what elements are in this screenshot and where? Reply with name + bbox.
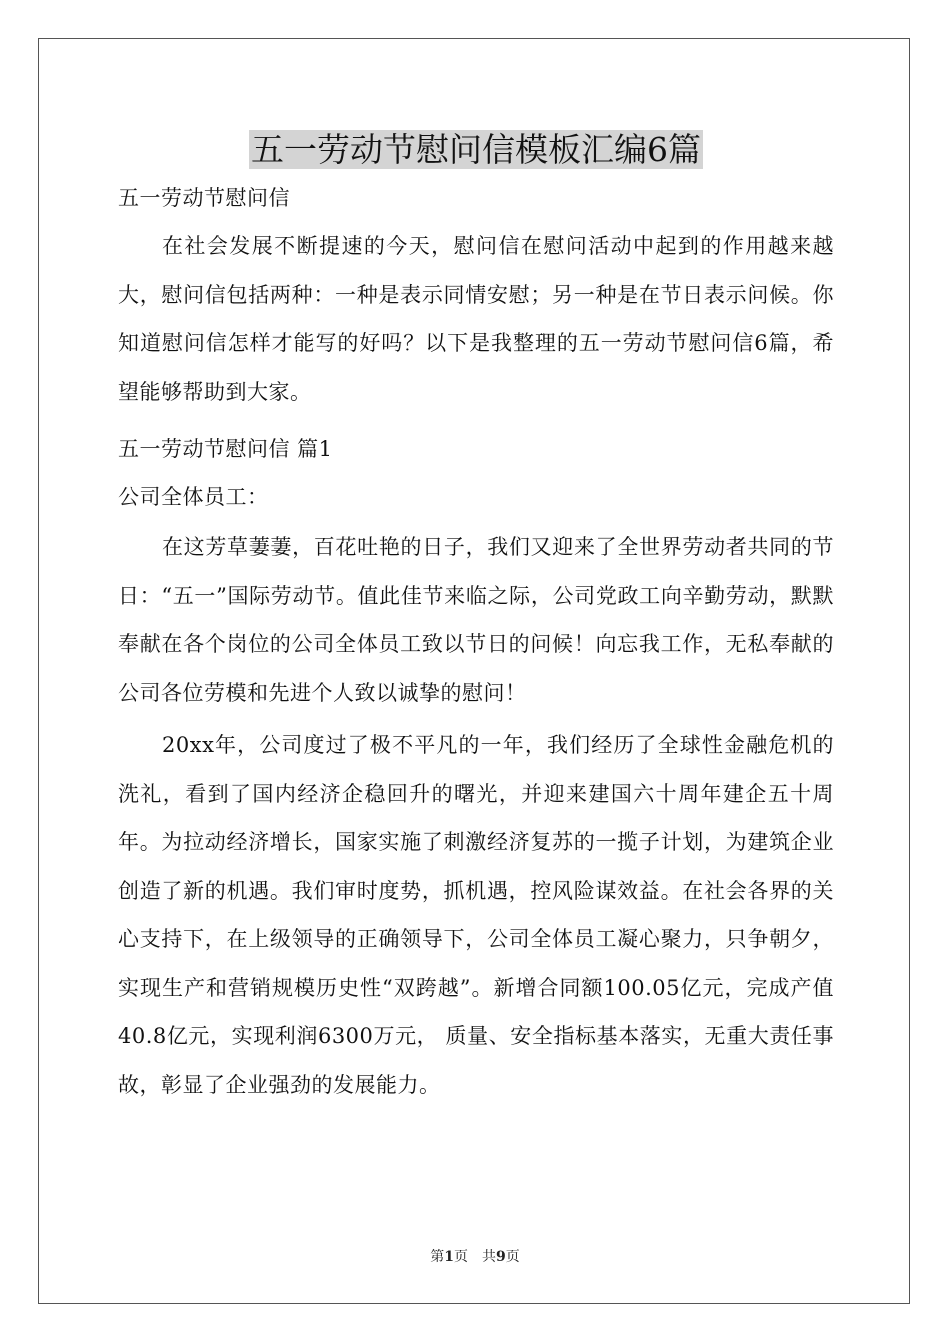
footer-page-current: 1 xyxy=(444,1249,454,1265)
footer-page-prefix: 第 xyxy=(430,1249,445,1265)
section-heading: 五一劳动节慰问信 xyxy=(118,186,290,210)
footer-page-total: 9 xyxy=(496,1249,506,1265)
document-title-text: 五一劳动节慰问信模板汇编6篇 xyxy=(251,130,701,169)
intro-paragraph: 在社会发展不断提速的今天，慰问信在慰问活动中起到的作用越来越大，慰问信包括两种：一种是表示同情安慰；另一种是在节日表示问候。你知道慰问信怎样才能写的好吗？以下是我整理的五一劳动节慰问信6篇，希望能够帮助到大家。 xyxy=(118,234,834,404)
footer-page-suffix: 页 xyxy=(505,1249,520,1265)
footer-page-mid: 页 共 xyxy=(454,1249,496,1265)
salutation: 公司全体员工： xyxy=(118,485,269,509)
body-paragraph-2: 20xx年，公司度过了极不平凡的一年，我们经历了全球性金融危机的洗礼，看到了国内经济企稳回升的曙光，并迎来建国六十周年建企五十周年。为拉动经济增长，国家实施了刺激经济复苏的一揽子计划，为建筑企业创造了新的机遇。我们审时度势，抓机遇，控风险谋效益。在社会各界的关心支持下，在上级领导的正确领导下，公司全体员工凝心聚力，只争朝夕，实现生产和营销规模历史性“双跨越”。新增合同额100.05亿元，完成产值40.8亿元，实现利润6300万元， 质量、安全指标基本落实，无重大责任事故，彰显了企业强劲的发展能力。 xyxy=(118,733,834,1097)
page-footer xyxy=(0,1246,950,1266)
body-paragraph-1: 在这芳草萋萋，百花吐艳的日子，我们又迎来了全世界劳动者共同的节日：“五一”国际劳动节。值此佳节来临之际，公司党政工向辛勤劳动，默默奉献在各个岗位的公司全体员工致以节日的问候！向忘我工作，无私奉献的公司各位劳模和先进个人致以诚挚的慰问！ xyxy=(118,535,834,705)
document-title xyxy=(118,126,834,174)
section-1-heading: 五一劳动节慰问信 篇1 xyxy=(118,437,333,461)
